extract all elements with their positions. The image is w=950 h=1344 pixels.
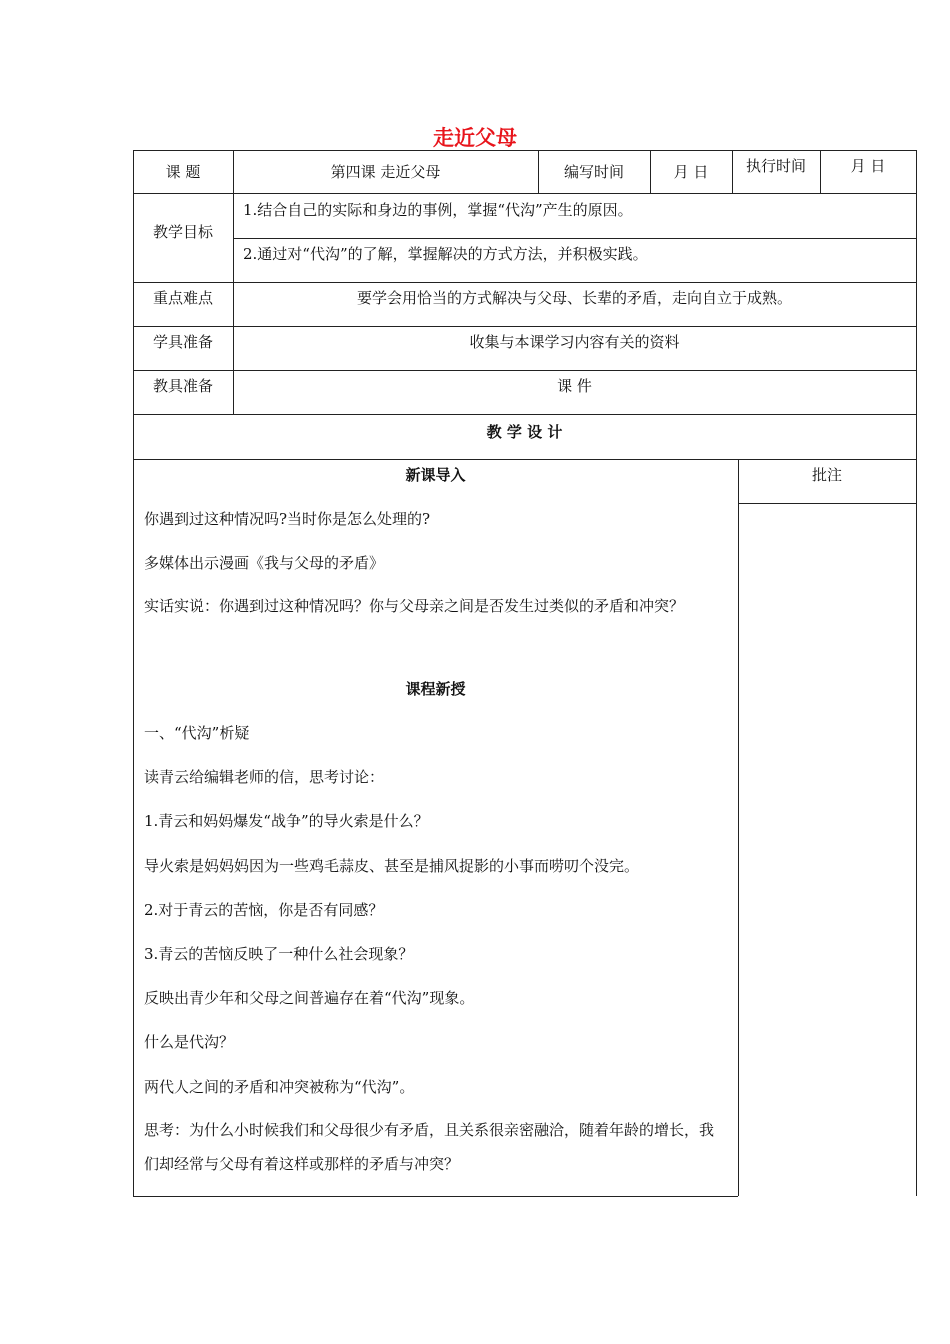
topic-label: 课 题 — [165, 163, 201, 181]
intro-line: 你遇到过这种情况吗?当时你是怎么处理的? — [144, 510, 431, 528]
lesson-line: 两代人之间的矛盾和冲突被称为“代沟”。 — [144, 1078, 415, 1096]
write-time-value: 月 日 — [673, 163, 709, 181]
student-prep-label: 学具准备 — [152, 333, 213, 351]
design-heading: 教 学 设 计 — [486, 423, 563, 441]
notes-label: 批注 — [811, 466, 842, 484]
goals-label: 教学目标 — [152, 223, 213, 241]
lesson-line: 反映出青少年和父母之间普遍存在着“代沟”现象。 — [144, 989, 475, 1007]
lesson-line: 导火索是妈妈妈因为一些鸡毛蒜皮、甚至是捕风捉影的小事而唠叨个没完。 — [144, 857, 640, 875]
lesson-line: 1.青云和妈妈爆发“战争”的导火索是什么？ — [144, 812, 429, 830]
intro-line: 多媒体出示漫画《我与父母的矛盾》 — [144, 554, 385, 572]
goal-item-1: 1.结合自己的实际和身边的事例，掌握“代沟”产生的原因。 — [243, 201, 633, 219]
teacher-prep-value: 课 件 — [557, 377, 592, 395]
lesson-line: 读青云给编辑老师的信，思考讨论： — [144, 768, 385, 786]
new-lesson-heading: 课程新授 — [405, 680, 466, 698]
lesson-line: 什么是代沟？ — [144, 1033, 235, 1051]
document-title: 走近父母 — [433, 126, 517, 150]
intro-line: 实话实说：你遇到过这种情况吗？你与父母亲之间是否发生过类似的矛盾和冲突？ — [144, 597, 685, 615]
key-points-label: 重点难点 — [152, 289, 213, 307]
topic-value: 第四课 走近父母 — [330, 163, 441, 181]
student-prep-value: 收集与本课学习内容有关的资料 — [469, 333, 680, 351]
lesson-line: 一、“代沟”析疑 — [144, 724, 250, 742]
write-time-label: 编写时间 — [563, 163, 624, 181]
exec-time-label: 执行时间 — [745, 157, 806, 175]
lesson-line: 3.青云的苦恼反映了一种什么社会现象？ — [144, 945, 414, 963]
exec-time-value: 月 日 — [850, 157, 886, 175]
goal-item-2: 2.通过对“代沟”的了解，掌握解决的方式方法，并积极实践。 — [243, 245, 648, 263]
teacher-prep-label: 教具准备 — [152, 377, 213, 395]
intro-heading: 新课导入 — [405, 466, 466, 484]
lesson-line: 思考：为什么小时候我们和父母很少有矛盾，且关系很亲密融洽，随着年龄的增长，我们却经常与父母有着这样或那样的矛盾与冲突？ — [144, 1121, 715, 1173]
lesson-line: 2.对于青云的苦恼，你是否有同感？ — [144, 901, 384, 919]
key-points-value: 要学会用恰当的方式解决与父母、长辈的矛盾，走向自立于成熟。 — [356, 289, 792, 307]
